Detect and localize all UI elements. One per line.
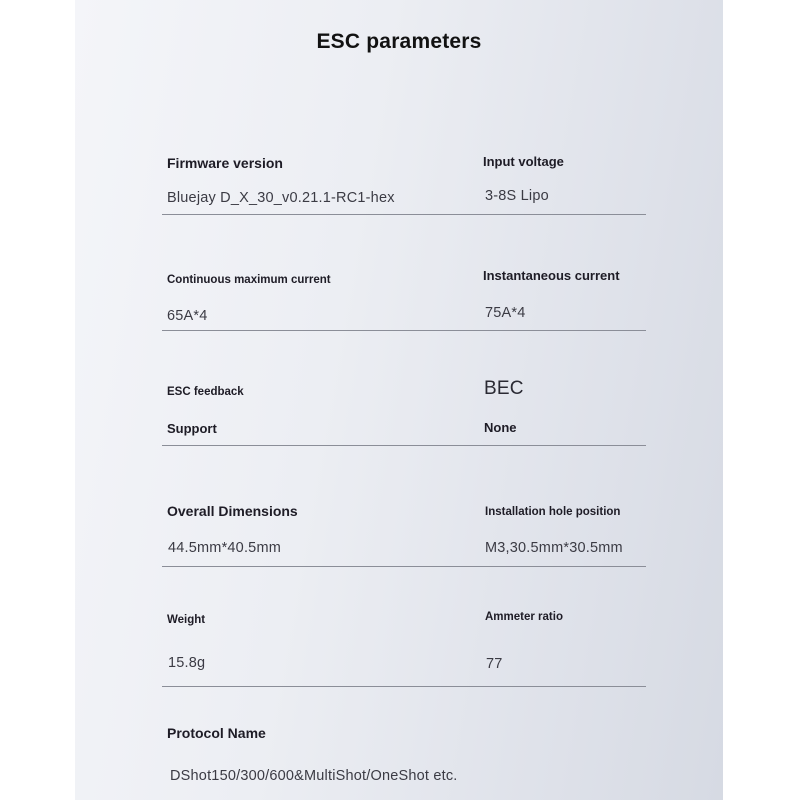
page-title: ESC parameters (316, 30, 482, 53)
installation-hole-label: Installation hole position (485, 506, 621, 518)
esc-feedback-value: Support (167, 421, 217, 436)
overall-dimensions-value: 44.5mm*40.5mm (168, 540, 281, 556)
input-voltage-value: 3-8S Lipo (485, 188, 549, 204)
weight-label: Weight (167, 614, 206, 626)
firmware-version-label: Firmware version (167, 155, 283, 171)
content-panel (75, 0, 723, 800)
ammeter-ratio-label: Ammeter ratio (485, 611, 563, 623)
continuous-current-label: Continuous maximum current (167, 274, 331, 286)
firmware-version-value: Bluejay D_X_30_v0.21.1-RC1-hex (167, 190, 395, 206)
divider-1 (162, 214, 646, 215)
bec-label: BEC (484, 378, 524, 399)
instantaneous-current-label: Instantaneous current (483, 268, 620, 283)
bec-value: None (484, 420, 517, 435)
instantaneous-current-value: 75A*4 (485, 305, 526, 321)
divider-4 (162, 566, 646, 567)
protocol-name-label: Protocol Name (167, 725, 266, 741)
input-voltage-label: Input voltage (483, 154, 564, 169)
divider-5 (162, 686, 646, 687)
protocol-name-value: DShot150/300/600&MultiShot/OneShot etc. (170, 768, 458, 784)
ammeter-ratio-value: 77 (486, 656, 503, 672)
overall-dimensions-label: Overall Dimensions (167, 503, 298, 519)
weight-value: 15.8g (168, 655, 206, 671)
esc-feedback-label: ESC feedback (167, 386, 244, 398)
divider-3 (162, 445, 646, 446)
continuous-current-value: 65A*4 (167, 308, 208, 324)
divider-2 (162, 330, 646, 331)
installation-hole-value: M3,30.5mm*30.5mm (485, 540, 623, 556)
